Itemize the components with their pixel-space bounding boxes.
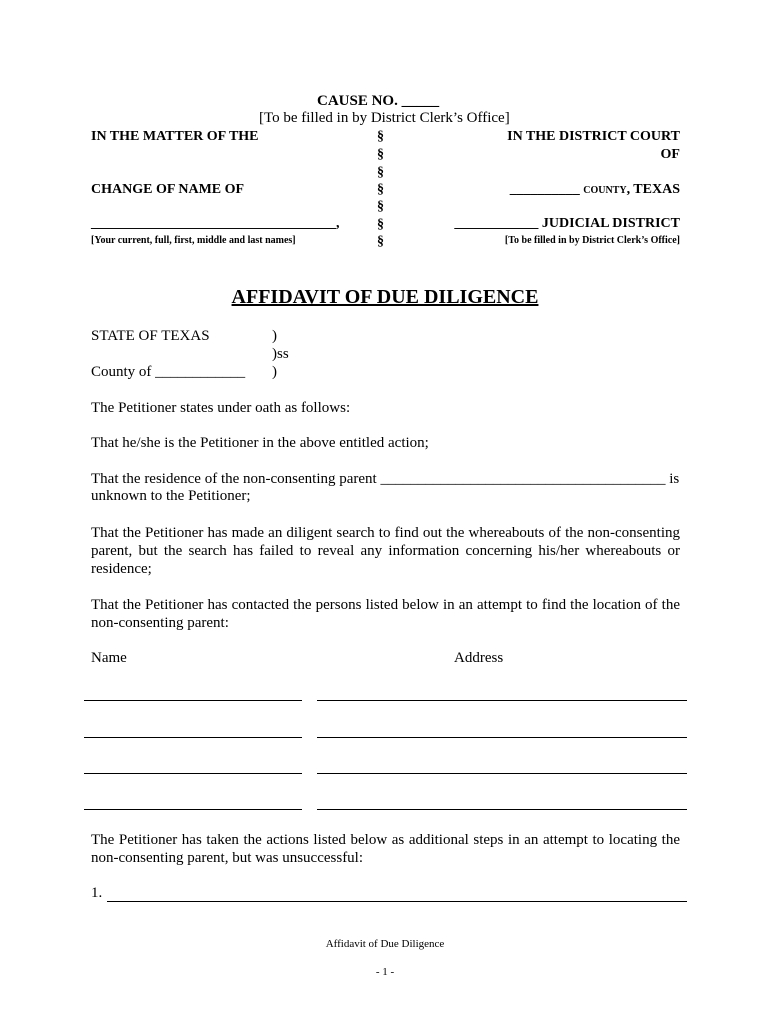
county-of: County of ____________ [91, 364, 246, 380]
texas-label: , TEXAS [626, 182, 680, 197]
contact-address-line[interactable] [317, 737, 687, 738]
county-label: COUNTY [583, 185, 627, 196]
footer-page-number: - 1 - [375, 966, 395, 978]
judicial-blank[interactable]: ____________ [454, 216, 539, 231]
section-symbol: § [377, 199, 384, 214]
venue-paren: ) [272, 328, 277, 344]
section-symbol: § [377, 129, 384, 144]
section-symbol: § [377, 234, 384, 249]
contact-address-line[interactable] [317, 773, 687, 774]
paragraph-residence-line2: unknown to the Petitioner; [91, 488, 251, 504]
column-address: Address [454, 650, 504, 666]
of-label: OF [660, 147, 680, 162]
paragraph-oath: The Petitioner states under oath as follows: [91, 400, 351, 416]
paragraph-petitioner: That he/she is the Petitioner in the above entitled action; [91, 435, 429, 451]
change-of-name-label: CHANGE OF NAME OF [91, 182, 245, 197]
contact-name-line[interactable] [84, 737, 302, 738]
paragraph-residence-line1: That the residence of the non-consenting parent ______________________________________ is [91, 471, 680, 487]
clerk-note: [To be filled in by District Clerk’s Office] [259, 110, 510, 126]
name-hint: [Your current, full, first, middle and last names] [91, 235, 296, 246]
footer-document-title: Affidavit of Due Diligence [325, 938, 445, 950]
paragraph-additional-steps: The Petitioner has taken the actions listed below as additional steps in an attempt to locating the non-consenting parent, but was unsuccessful: [91, 832, 680, 866]
contact-address-line[interactable] [317, 809, 687, 810]
section-symbol: § [377, 165, 384, 180]
name-blank[interactable]: ___________________________________, [91, 216, 340, 231]
matter-of-label: IN THE MATTER OF THE [91, 129, 259, 144]
district-court-label: IN THE DISTRICT COURT [507, 129, 680, 144]
judicial-district-label: JUDICIAL DISTRICT [541, 216, 680, 231]
county-blank[interactable]: __________ [509, 182, 580, 197]
judicial-district-line [454, 216, 680, 232]
contact-name-line[interactable] [84, 700, 302, 701]
paragraph-contacted-persons: That the Petitioner has contacted the persons listed below in an attempt to find the location of the non-consenting parent: [91, 597, 680, 631]
column-name: Name [91, 650, 127, 666]
paragraph-diligent-search: That the Petitioner has made an diligent search to find out the whereabouts of the non-consenting parent, but the search has failed to reveal any information concerning his/her whereabouts or residence; [91, 525, 680, 577]
contact-name-line[interactable] [84, 773, 302, 774]
section-symbol: § [377, 182, 384, 197]
judicial-note: [To be filled in by District Clerk’s Office] [504, 235, 680, 246]
action-item-number: 1. [91, 885, 103, 901]
state-of-texas: STATE OF TEXAS [91, 328, 210, 344]
contact-name-line[interactable] [84, 809, 302, 810]
action-item-line[interactable] [107, 901, 687, 902]
contact-address-line[interactable] [317, 700, 687, 701]
document-title: AFFIDAVIT OF DUE DILIGENCE [231, 286, 539, 308]
county-texas-line [510, 182, 680, 198]
cause-number: CAUSE NO. _____ [317, 93, 440, 109]
venue-ss: )ss [272, 346, 289, 362]
venue-paren: ) [272, 364, 277, 380]
section-symbol: § [377, 147, 384, 162]
section-symbol: § [377, 217, 384, 232]
